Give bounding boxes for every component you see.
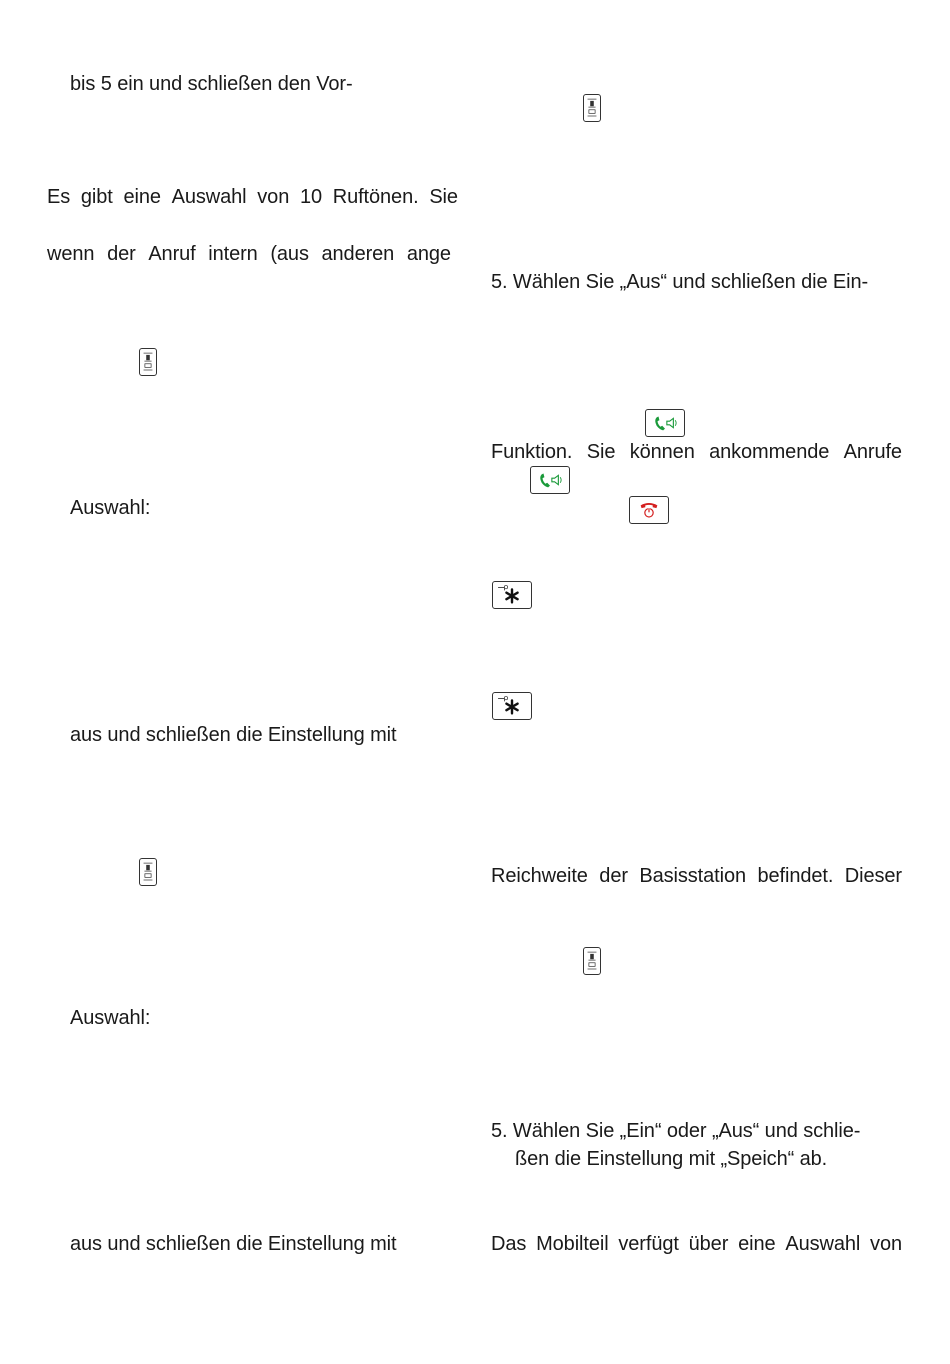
word: eine [123,186,161,208]
left-text-line-1: bis 5 ein und schließen den Vor- [70,73,353,95]
word: ankommende [709,441,830,463]
word: (aus [270,243,309,265]
right-paragraph-range [491,864,902,888]
menu-key-glyph [140,859,156,885]
star-key-icon [492,692,532,720]
word: Das [491,1233,527,1255]
handsfree-call-glyph [646,410,684,436]
menu-key-icon [583,947,601,975]
word: der [107,243,136,265]
word: intern [208,243,258,265]
word: Auswahl [171,186,247,208]
word: können [629,441,695,463]
word: Funktion. [491,441,573,463]
word: Sie [429,186,458,208]
left-paragraph-ringtones [47,185,458,209]
menu-key-icon [139,858,157,886]
word: 10 [299,186,322,208]
left-text-line-2 [47,185,458,209]
right-text-line-2 [491,440,902,464]
star-key-icon [492,581,532,609]
menu-key-icon [139,348,157,376]
right-text-line-1: 5. Wählen Sie „Aus“ und schließen die Ein- [491,271,869,293]
word: von [870,1233,902,1255]
word: gibt [80,186,113,208]
word: Anruf [148,243,196,265]
left-text-line-6: Auswahl: [70,1007,151,1029]
end-call-glyph [630,497,668,523]
word: von [257,186,290,208]
menu-key-glyph [140,349,156,375]
star-key-glyph [493,693,531,719]
left-paragraph-internal [47,242,451,266]
handsfree-call-icon [530,466,570,494]
word: Sie [586,441,616,463]
left-text-line-7: aus und schließen die Einstellung mit [70,1233,397,1255]
left-text-line-5: aus und schließen die Einstellung mit [70,724,397,746]
right-text-line-4: 5. Wählen Sie „Ein“ oder „Aus“ und schlie- [491,1120,861,1142]
right-paragraph-mobile [491,1232,902,1256]
handsfree-call-glyph [531,467,569,493]
word: Basisstation [639,865,747,887]
word: Mobilteil [536,1233,609,1255]
word: wenn [47,243,95,265]
word: befindet. [757,865,834,887]
word: Ruftönen. [332,186,419,208]
handsfree-call-icon [645,409,685,437]
word: Reichweite [491,865,588,887]
word: verfügt [618,1233,679,1255]
word: Anrufe [843,441,902,463]
left-text-line-3 [47,242,451,266]
word: der [599,865,628,887]
word: anderen [321,243,395,265]
menu-key-glyph [584,948,600,974]
right-text-line-6 [491,1232,902,1256]
word: Dieser [844,865,902,887]
menu-key-glyph [584,95,600,121]
menu-key-icon [583,94,601,122]
word: eine [738,1233,776,1255]
end-call-icon [629,496,669,524]
word: Es [47,186,71,208]
right-text-line-3 [491,864,902,888]
right-text-line-5: ßen die Einstellung mit „Speich“ ab. [515,1148,828,1170]
word: über [688,1233,729,1255]
right-paragraph-function [491,440,902,464]
word: ange [406,243,451,265]
star-key-glyph [493,582,531,608]
word: Auswahl [785,1233,861,1255]
left-text-line-4: Auswahl: [70,497,151,519]
